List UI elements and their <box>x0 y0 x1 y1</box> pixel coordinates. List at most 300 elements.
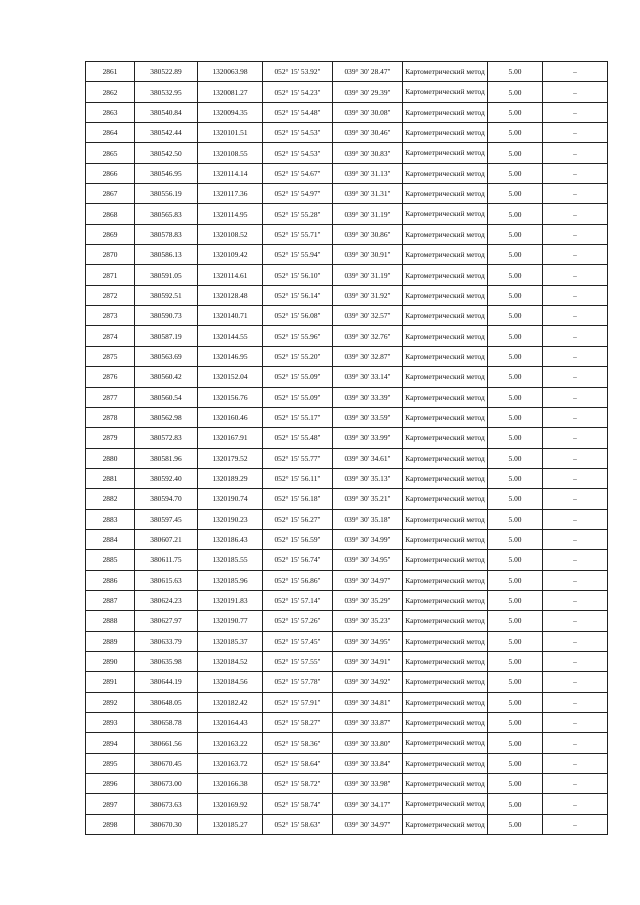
method-cell: Картометрический метод <box>403 611 488 631</box>
x-coordinate-cell: 380648.05 <box>135 692 198 712</box>
longitude-cell: 039° 30' 32.87" <box>333 346 403 366</box>
table-row <box>86 713 608 733</box>
longitude-cell: 039° 30' 33.59" <box>333 407 403 427</box>
longitude-cell: 039° 30' 33.98" <box>333 774 403 794</box>
longitude-cell: 039° 30' 33.87" <box>333 713 403 733</box>
longitude-cell: 039° 30' 33.39" <box>333 387 403 407</box>
note-cell: – <box>543 407 608 427</box>
longitude-cell: 039° 30' 30.46" <box>333 123 403 143</box>
table-row <box>86 631 608 651</box>
longitude-cell: 039° 30' 34.95" <box>333 631 403 651</box>
x-coordinate-cell: 380522.89 <box>135 62 198 82</box>
method-cell: Картометрический метод <box>403 814 488 834</box>
method-cell: Картометрический метод <box>403 204 488 224</box>
note-cell: – <box>543 774 608 794</box>
note-cell: – <box>543 794 608 814</box>
x-coordinate-cell: 380556.19 <box>135 184 198 204</box>
accuracy-cell: 5.00 <box>488 774 543 794</box>
accuracy-cell: 5.00 <box>488 62 543 82</box>
longitude-cell: 039° 30' 32.76" <box>333 326 403 346</box>
method-cell: Картометрический метод <box>403 468 488 488</box>
accuracy-cell: 5.00 <box>488 672 543 692</box>
latitude-cell: 052° 15' 56.74" <box>263 550 333 570</box>
table-row <box>86 672 608 692</box>
table-row <box>86 448 608 468</box>
y-coordinate-cell: 1320109.42 <box>198 245 263 265</box>
point-number-cell: 2874 <box>86 326 135 346</box>
point-number-cell: 2877 <box>86 387 135 407</box>
latitude-cell: 052° 15' 56.18" <box>263 489 333 509</box>
y-coordinate-cell: 1320094.35 <box>198 102 263 122</box>
point-number-cell: 2890 <box>86 651 135 671</box>
table-row <box>86 82 608 102</box>
longitude-cell: 039° 30' 30.83" <box>333 143 403 163</box>
method-cell: Картометрический метод <box>403 550 488 570</box>
note-cell: – <box>543 590 608 610</box>
y-coordinate-cell: 1320114.14 <box>198 163 263 183</box>
longitude-cell: 039° 30' 34.92" <box>333 672 403 692</box>
method-cell: Картометрический метод <box>403 387 488 407</box>
latitude-cell: 052° 15' 58.27" <box>263 713 333 733</box>
longitude-cell: 039° 30' 34.97" <box>333 814 403 834</box>
y-coordinate-cell: 1320190.74 <box>198 489 263 509</box>
table-row <box>86 265 608 285</box>
x-coordinate-cell: 380532.95 <box>135 82 198 102</box>
longitude-cell: 039° 30' 34.81" <box>333 692 403 712</box>
table-row <box>86 468 608 488</box>
longitude-cell: 039° 30' 30.08" <box>333 102 403 122</box>
x-coordinate-cell: 380586.13 <box>135 245 198 265</box>
note-cell: – <box>543 102 608 122</box>
x-coordinate-cell: 380560.54 <box>135 387 198 407</box>
note-cell: – <box>543 306 608 326</box>
longitude-cell: 039° 30' 34.61" <box>333 448 403 468</box>
x-coordinate-cell: 380562.98 <box>135 407 198 427</box>
latitude-cell: 052° 15' 58.64" <box>263 753 333 773</box>
note-cell: – <box>543 143 608 163</box>
method-cell: Картометрический метод <box>403 692 488 712</box>
latitude-cell: 052° 15' 55.71" <box>263 224 333 244</box>
x-coordinate-cell: 380591.05 <box>135 265 198 285</box>
method-cell: Картометрический метод <box>403 672 488 692</box>
table-row <box>86 590 608 610</box>
note-cell: – <box>543 611 608 631</box>
latitude-cell: 052° 15' 55.09" <box>263 367 333 387</box>
x-coordinate-cell: 380542.50 <box>135 143 198 163</box>
x-coordinate-cell: 380670.45 <box>135 753 198 773</box>
table-row <box>86 570 608 590</box>
note-cell: – <box>543 489 608 509</box>
latitude-cell: 052° 15' 56.10" <box>263 265 333 285</box>
accuracy-cell: 5.00 <box>488 245 543 265</box>
table-row <box>86 651 608 671</box>
y-coordinate-cell: 1320160.46 <box>198 407 263 427</box>
note-cell: – <box>543 387 608 407</box>
accuracy-cell: 5.00 <box>488 550 543 570</box>
method-cell: Картометрический метод <box>403 590 488 610</box>
accuracy-cell: 5.00 <box>488 224 543 244</box>
latitude-cell: 052° 15' 55.09" <box>263 387 333 407</box>
table-row <box>86 387 608 407</box>
latitude-cell: 052° 15' 56.86" <box>263 570 333 590</box>
note-cell: – <box>543 123 608 143</box>
point-number-cell: 2868 <box>86 204 135 224</box>
longitude-cell: 039° 30' 35.13" <box>333 468 403 488</box>
point-number-cell: 2871 <box>86 265 135 285</box>
latitude-cell: 052° 15' 56.11" <box>263 468 333 488</box>
note-cell: – <box>543 448 608 468</box>
longitude-cell: 039° 30' 33.84" <box>333 753 403 773</box>
table-row <box>86 326 608 346</box>
method-cell: Картометрический метод <box>403 326 488 346</box>
accuracy-cell: 5.00 <box>488 814 543 834</box>
table-row <box>86 550 608 570</box>
longitude-cell: 039° 30' 34.91" <box>333 651 403 671</box>
point-number-cell: 2861 <box>86 62 135 82</box>
y-coordinate-cell: 1320167.91 <box>198 428 263 448</box>
latitude-cell: 052° 15' 57.26" <box>263 611 333 631</box>
x-coordinate-cell: 380540.84 <box>135 102 198 122</box>
y-coordinate-cell: 1320169.92 <box>198 794 263 814</box>
point-number-cell: 2884 <box>86 529 135 549</box>
point-number-cell: 2866 <box>86 163 135 183</box>
point-number-cell: 2895 <box>86 753 135 773</box>
method-cell: Картометрический метод <box>403 82 488 102</box>
longitude-cell: 039° 30' 35.23" <box>333 611 403 631</box>
point-number-cell: 2894 <box>86 733 135 753</box>
latitude-cell: 052° 15' 58.74" <box>263 794 333 814</box>
table-row <box>86 102 608 122</box>
note-cell: – <box>543 82 608 102</box>
point-number-cell: 2869 <box>86 224 135 244</box>
x-coordinate-cell: 380546.95 <box>135 163 198 183</box>
method-cell: Картометрический метод <box>403 774 488 794</box>
point-number-cell: 2885 <box>86 550 135 570</box>
longitude-cell: 039° 30' 31.19" <box>333 204 403 224</box>
note-cell: – <box>543 713 608 733</box>
table-row <box>86 529 608 549</box>
point-number-cell: 2863 <box>86 102 135 122</box>
latitude-cell: 052° 15' 56.14" <box>263 285 333 305</box>
y-coordinate-cell: 1320190.77 <box>198 611 263 631</box>
method-cell: Картометрический метод <box>403 245 488 265</box>
point-number-cell: 2864 <box>86 123 135 143</box>
x-coordinate-cell: 380581.96 <box>135 448 198 468</box>
y-coordinate-cell: 1320144.55 <box>198 326 263 346</box>
latitude-cell: 052° 15' 56.59" <box>263 529 333 549</box>
x-coordinate-cell: 380587.19 <box>135 326 198 346</box>
point-number-cell: 2876 <box>86 367 135 387</box>
longitude-cell: 039° 30' 33.14" <box>333 367 403 387</box>
point-number-cell: 2891 <box>86 672 135 692</box>
x-coordinate-cell: 380673.63 <box>135 794 198 814</box>
note-cell: – <box>543 753 608 773</box>
latitude-cell: 052° 15' 54.53" <box>263 123 333 143</box>
y-coordinate-cell: 1320184.56 <box>198 672 263 692</box>
table-row <box>86 509 608 529</box>
x-coordinate-cell: 380565.83 <box>135 204 198 224</box>
x-coordinate-cell: 380670.30 <box>135 814 198 834</box>
method-cell: Картометрический метод <box>403 62 488 82</box>
x-coordinate-cell: 380633.79 <box>135 631 198 651</box>
accuracy-cell: 5.00 <box>488 306 543 326</box>
latitude-cell: 052° 15' 57.78" <box>263 672 333 692</box>
table-row <box>86 245 608 265</box>
longitude-cell: 039° 30' 28.47" <box>333 62 403 82</box>
latitude-cell: 052° 15' 54.23" <box>263 82 333 102</box>
point-number-cell: 2898 <box>86 814 135 834</box>
point-number-cell: 2867 <box>86 184 135 204</box>
x-coordinate-cell: 380563.69 <box>135 346 198 366</box>
longitude-cell: 039° 30' 35.29" <box>333 590 403 610</box>
note-cell: – <box>543 265 608 285</box>
x-coordinate-cell: 380607.21 <box>135 529 198 549</box>
longitude-cell: 039° 30' 30.91" <box>333 245 403 265</box>
table-row <box>86 306 608 326</box>
latitude-cell: 052° 15' 56.27" <box>263 509 333 529</box>
longitude-cell: 039° 30' 31.31" <box>333 184 403 204</box>
latitude-cell: 052° 15' 57.14" <box>263 590 333 610</box>
accuracy-cell: 5.00 <box>488 143 543 163</box>
method-cell: Картометрический метод <box>403 367 488 387</box>
table-row <box>86 794 608 814</box>
method-cell: Картометрический метод <box>403 184 488 204</box>
accuracy-cell: 5.00 <box>488 713 543 733</box>
latitude-cell: 052° 15' 55.77" <box>263 448 333 468</box>
method-cell: Картометрический метод <box>403 753 488 773</box>
accuracy-cell: 5.00 <box>488 529 543 549</box>
note-cell: – <box>543 651 608 671</box>
table-row <box>86 753 608 773</box>
longitude-cell: 039° 30' 34.97" <box>333 570 403 590</box>
latitude-cell: 052° 15' 55.48" <box>263 428 333 448</box>
x-coordinate-cell: 380594.70 <box>135 489 198 509</box>
note-cell: – <box>543 631 608 651</box>
y-coordinate-cell: 1320156.76 <box>198 387 263 407</box>
coordinates-table-body <box>86 62 608 835</box>
method-cell: Картометрический метод <box>403 346 488 366</box>
accuracy-cell: 5.00 <box>488 448 543 468</box>
y-coordinate-cell: 1320185.27 <box>198 814 263 834</box>
method-cell: Картометрический метод <box>403 733 488 753</box>
x-coordinate-cell: 380658.78 <box>135 713 198 733</box>
method-cell: Картометрический метод <box>403 102 488 122</box>
x-coordinate-cell: 380611.75 <box>135 550 198 570</box>
y-coordinate-cell: 1320166.38 <box>198 774 263 794</box>
point-number-cell: 2879 <box>86 428 135 448</box>
note-cell: – <box>543 184 608 204</box>
note-cell: – <box>543 468 608 488</box>
point-number-cell: 2896 <box>86 774 135 794</box>
x-coordinate-cell: 380635.98 <box>135 651 198 671</box>
y-coordinate-cell: 1320114.61 <box>198 265 263 285</box>
accuracy-cell: 5.00 <box>488 367 543 387</box>
note-cell: – <box>543 163 608 183</box>
note-cell: – <box>543 814 608 834</box>
latitude-cell: 052° 15' 58.63" <box>263 814 333 834</box>
y-coordinate-cell: 1320140.71 <box>198 306 263 326</box>
note-cell: – <box>543 62 608 82</box>
accuracy-cell: 5.00 <box>488 733 543 753</box>
longitude-cell: 039° 30' 31.13" <box>333 163 403 183</box>
note-cell: – <box>543 245 608 265</box>
y-coordinate-cell: 1320189.29 <box>198 468 263 488</box>
latitude-cell: 052° 15' 58.72" <box>263 774 333 794</box>
table-row <box>86 733 608 753</box>
latitude-cell: 052° 15' 54.48" <box>263 102 333 122</box>
y-coordinate-cell: 1320186.43 <box>198 529 263 549</box>
y-coordinate-cell: 1320185.37 <box>198 631 263 651</box>
point-number-cell: 2878 <box>86 407 135 427</box>
accuracy-cell: 5.00 <box>488 590 543 610</box>
point-number-cell: 2881 <box>86 468 135 488</box>
accuracy-cell: 5.00 <box>488 265 543 285</box>
method-cell: Картометрический метод <box>403 448 488 468</box>
table-row <box>86 123 608 143</box>
method-cell: Картометрический метод <box>403 489 488 509</box>
y-coordinate-cell: 1320185.96 <box>198 570 263 590</box>
coordinates-table <box>85 61 608 835</box>
point-number-cell: 2883 <box>86 509 135 529</box>
y-coordinate-cell: 1320163.72 <box>198 753 263 773</box>
longitude-cell: 039° 30' 34.17" <box>333 794 403 814</box>
latitude-cell: 052° 15' 58.36" <box>263 733 333 753</box>
x-coordinate-cell: 380572.83 <box>135 428 198 448</box>
method-cell: Картометрический метод <box>403 428 488 448</box>
method-cell: Картометрический метод <box>403 224 488 244</box>
method-cell: Картометрический метод <box>403 163 488 183</box>
longitude-cell: 039° 30' 33.80" <box>333 733 403 753</box>
y-coordinate-cell: 1320179.52 <box>198 448 263 468</box>
longitude-cell: 039° 30' 33.99" <box>333 428 403 448</box>
point-number-cell: 2897 <box>86 794 135 814</box>
accuracy-cell: 5.00 <box>488 346 543 366</box>
table-row <box>86 224 608 244</box>
y-coordinate-cell: 1320108.55 <box>198 143 263 163</box>
y-coordinate-cell: 1320117.36 <box>198 184 263 204</box>
latitude-cell: 052° 15' 54.67" <box>263 163 333 183</box>
longitude-cell: 039° 30' 31.92" <box>333 285 403 305</box>
point-number-cell: 2862 <box>86 82 135 102</box>
method-cell: Картометрический метод <box>403 306 488 326</box>
table-row <box>86 62 608 82</box>
table-row <box>86 692 608 712</box>
note-cell: – <box>543 509 608 529</box>
method-cell: Картометрический метод <box>403 713 488 733</box>
y-coordinate-cell: 1320101.51 <box>198 123 263 143</box>
note-cell: – <box>543 529 608 549</box>
note-cell: – <box>543 692 608 712</box>
longitude-cell: 039° 30' 35.21" <box>333 489 403 509</box>
method-cell: Картометрический метод <box>403 529 488 549</box>
method-cell: Картометрический метод <box>403 265 488 285</box>
longitude-cell: 039° 30' 34.99" <box>333 529 403 549</box>
point-number-cell: 2893 <box>86 713 135 733</box>
accuracy-cell: 5.00 <box>488 82 543 102</box>
y-coordinate-cell: 1320108.52 <box>198 224 263 244</box>
note-cell: – <box>543 550 608 570</box>
point-number-cell: 2886 <box>86 570 135 590</box>
table-row <box>86 346 608 366</box>
x-coordinate-cell: 380644.19 <box>135 672 198 692</box>
y-coordinate-cell: 1320190.23 <box>198 509 263 529</box>
latitude-cell: 052° 15' 55.17" <box>263 407 333 427</box>
accuracy-cell: 5.00 <box>488 204 543 224</box>
latitude-cell: 052° 15' 55.96" <box>263 326 333 346</box>
table-row <box>86 407 608 427</box>
accuracy-cell: 5.00 <box>488 102 543 122</box>
method-cell: Картометрический метод <box>403 794 488 814</box>
method-cell: Картометрический метод <box>403 631 488 651</box>
y-coordinate-cell: 1320184.52 <box>198 651 263 671</box>
x-coordinate-cell: 380624.23 <box>135 590 198 610</box>
longitude-cell: 039° 30' 34.95" <box>333 550 403 570</box>
point-number-cell: 2889 <box>86 631 135 651</box>
method-cell: Картометрический метод <box>403 407 488 427</box>
table-row <box>86 814 608 834</box>
x-coordinate-cell: 380592.51 <box>135 285 198 305</box>
accuracy-cell: 5.00 <box>488 326 543 346</box>
method-cell: Картометрический метод <box>403 509 488 529</box>
latitude-cell: 052° 15' 53.92" <box>263 62 333 82</box>
point-number-cell: 2880 <box>86 448 135 468</box>
accuracy-cell: 5.00 <box>488 428 543 448</box>
x-coordinate-cell: 380590.73 <box>135 306 198 326</box>
point-number-cell: 2872 <box>86 285 135 305</box>
point-number-cell: 2888 <box>86 611 135 631</box>
accuracy-cell: 5.00 <box>488 489 543 509</box>
point-number-cell: 2870 <box>86 245 135 265</box>
accuracy-cell: 5.00 <box>488 753 543 773</box>
note-cell: – <box>543 367 608 387</box>
accuracy-cell: 5.00 <box>488 570 543 590</box>
accuracy-cell: 5.00 <box>488 651 543 671</box>
accuracy-cell: 5.00 <box>488 631 543 651</box>
accuracy-cell: 5.00 <box>488 123 543 143</box>
point-number-cell: 2875 <box>86 346 135 366</box>
note-cell: – <box>543 672 608 692</box>
table-row <box>86 428 608 448</box>
point-number-cell: 2887 <box>86 590 135 610</box>
method-cell: Картометрический метод <box>403 570 488 590</box>
accuracy-cell: 5.00 <box>488 794 543 814</box>
point-number-cell: 2892 <box>86 692 135 712</box>
latitude-cell: 052° 15' 54.97" <box>263 184 333 204</box>
table-row <box>86 184 608 204</box>
y-coordinate-cell: 1320063.98 <box>198 62 263 82</box>
accuracy-cell: 5.00 <box>488 387 543 407</box>
note-cell: – <box>543 204 608 224</box>
latitude-cell: 052° 15' 56.08" <box>263 306 333 326</box>
table-row <box>86 204 608 224</box>
y-coordinate-cell: 1320185.55 <box>198 550 263 570</box>
note-cell: – <box>543 428 608 448</box>
table-row <box>86 285 608 305</box>
x-coordinate-cell: 380560.42 <box>135 367 198 387</box>
x-coordinate-cell: 380597.45 <box>135 509 198 529</box>
accuracy-cell: 5.00 <box>488 611 543 631</box>
table-row <box>86 367 608 387</box>
table-row <box>86 611 608 631</box>
x-coordinate-cell: 380542.44 <box>135 123 198 143</box>
note-cell: – <box>543 224 608 244</box>
x-coordinate-cell: 380615.63 <box>135 570 198 590</box>
x-coordinate-cell: 380578.83 <box>135 224 198 244</box>
accuracy-cell: 5.00 <box>488 407 543 427</box>
latitude-cell: 052° 15' 54.53" <box>263 143 333 163</box>
accuracy-cell: 5.00 <box>488 184 543 204</box>
accuracy-cell: 5.00 <box>488 285 543 305</box>
